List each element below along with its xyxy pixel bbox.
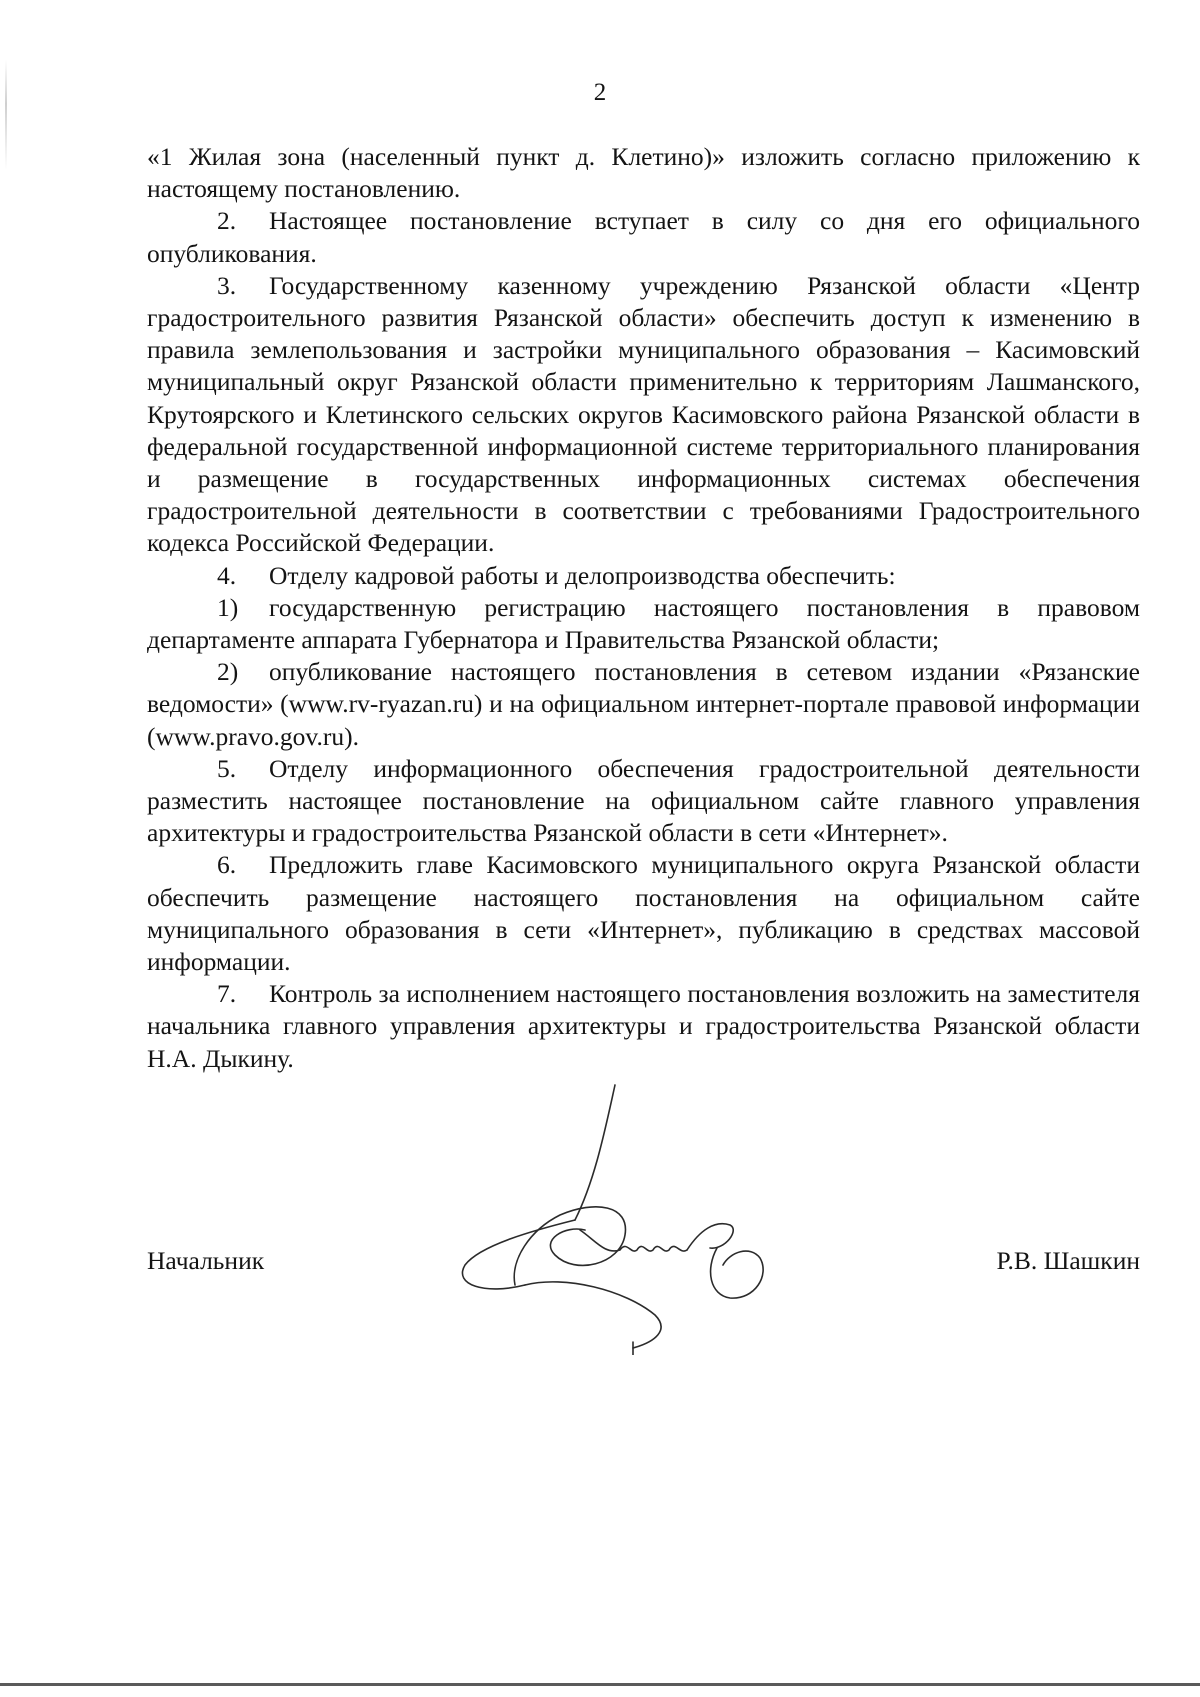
paragraph-text: Настоящее постановление вступает в силу со дня его официального опубликования. (147, 206, 1140, 268)
paragraph-item-5 (147, 753, 1140, 850)
paragraph-text: Предложить главе Касимовского муниципального округа Рязанской области обеспечить размещение настоящего постановления на официальном сайте муниципального образования в сети «Интернет», публикацию в средствах массовой информации. (147, 850, 1140, 977)
paragraph-text: Контроль за исполнением настоящего постановления возложить на заместителя начальника главного управления архитектуры и градостроительства Рязанской области Н.А. Дыкину. (147, 979, 1140, 1073)
paragraph-text: «1 Жилая зона (населенный пункт д. Клетино)» изложить согласно приложению к настоящему постановлению. (147, 142, 1140, 204)
paragraph-item-6 (147, 849, 1140, 978)
page-number: 2 (593, 79, 607, 106)
signature-block (147, 1245, 1140, 1285)
paragraph-number: 7. (217, 979, 237, 1009)
signatory-position: Начальник (147, 1246, 265, 1275)
paragraph-number: 2) (217, 657, 239, 687)
paragraph-text: Отделу кадровой работы и делопроизводства обеспечить: (269, 560, 896, 590)
paragraph-number: 5. (217, 753, 237, 783)
paragraph-number: 6. (217, 850, 237, 880)
paragraph-subitem-1 (147, 592, 1140, 656)
scan-edge-bottom (0, 1683, 1200, 1686)
paragraph-continuation (147, 141, 1140, 205)
paragraph-text: государственную регистрацию настоящего постановления в правовом департаменте аппарата Губернатора и Правительства Рязанской области; (147, 592, 1140, 655)
paragraph-item-3 (147, 270, 1140, 560)
paragraph-text: опубликование настоящего постановления в сетевом издании «Рязанские ведомости» (www.rv-ryazan.ru) и на официальном интернет-портале правовой информации (www.pravo.gov.ru). (147, 657, 1140, 751)
document-body (147, 141, 1140, 1075)
paragraph-item-2 (147, 205, 1140, 269)
paragraph-number: 2. (217, 206, 237, 236)
paragraph-number: 4. (217, 560, 237, 590)
paragraph-subitem-2 (147, 656, 1140, 753)
paragraph-number: 1) (217, 592, 239, 622)
paragraph-item-4 (147, 560, 1140, 592)
signatory-name: Р.В. Шашкин (996, 1246, 1140, 1275)
paragraph-number: 3. (217, 270, 237, 300)
paragraph-text: Отделу информационного обеспечения градостроительной деятельности разместить настоящее постановление на официальном сайте главного управления архитектуры и градостроительства Рязанской области в сети «Интернет». (147, 753, 1140, 848)
paragraph-item-7 (147, 978, 1140, 1075)
handwritten-signature (455, 1080, 815, 1355)
paragraph-text: Государственному казенному учреждению Рязанской области «Центр градостроительного развития Рязанской области» обеспечить доступ к изменению в правила землепользования и застройки муниципального образования – Касимовский муниципальный округ Рязанской области применительно к территориям Лашманского, Крутоярского и Клетинского сельских округов Касимовского района Рязанской области в федеральной государственной информационной системе территориального планирования и размещение в государственных информационных системах обеспечения градостроительной деятельности в соответствии с требованиями Градостроительного кодекса Российской Федерации. (147, 270, 1140, 558)
scan-edge-left (5, 60, 7, 170)
